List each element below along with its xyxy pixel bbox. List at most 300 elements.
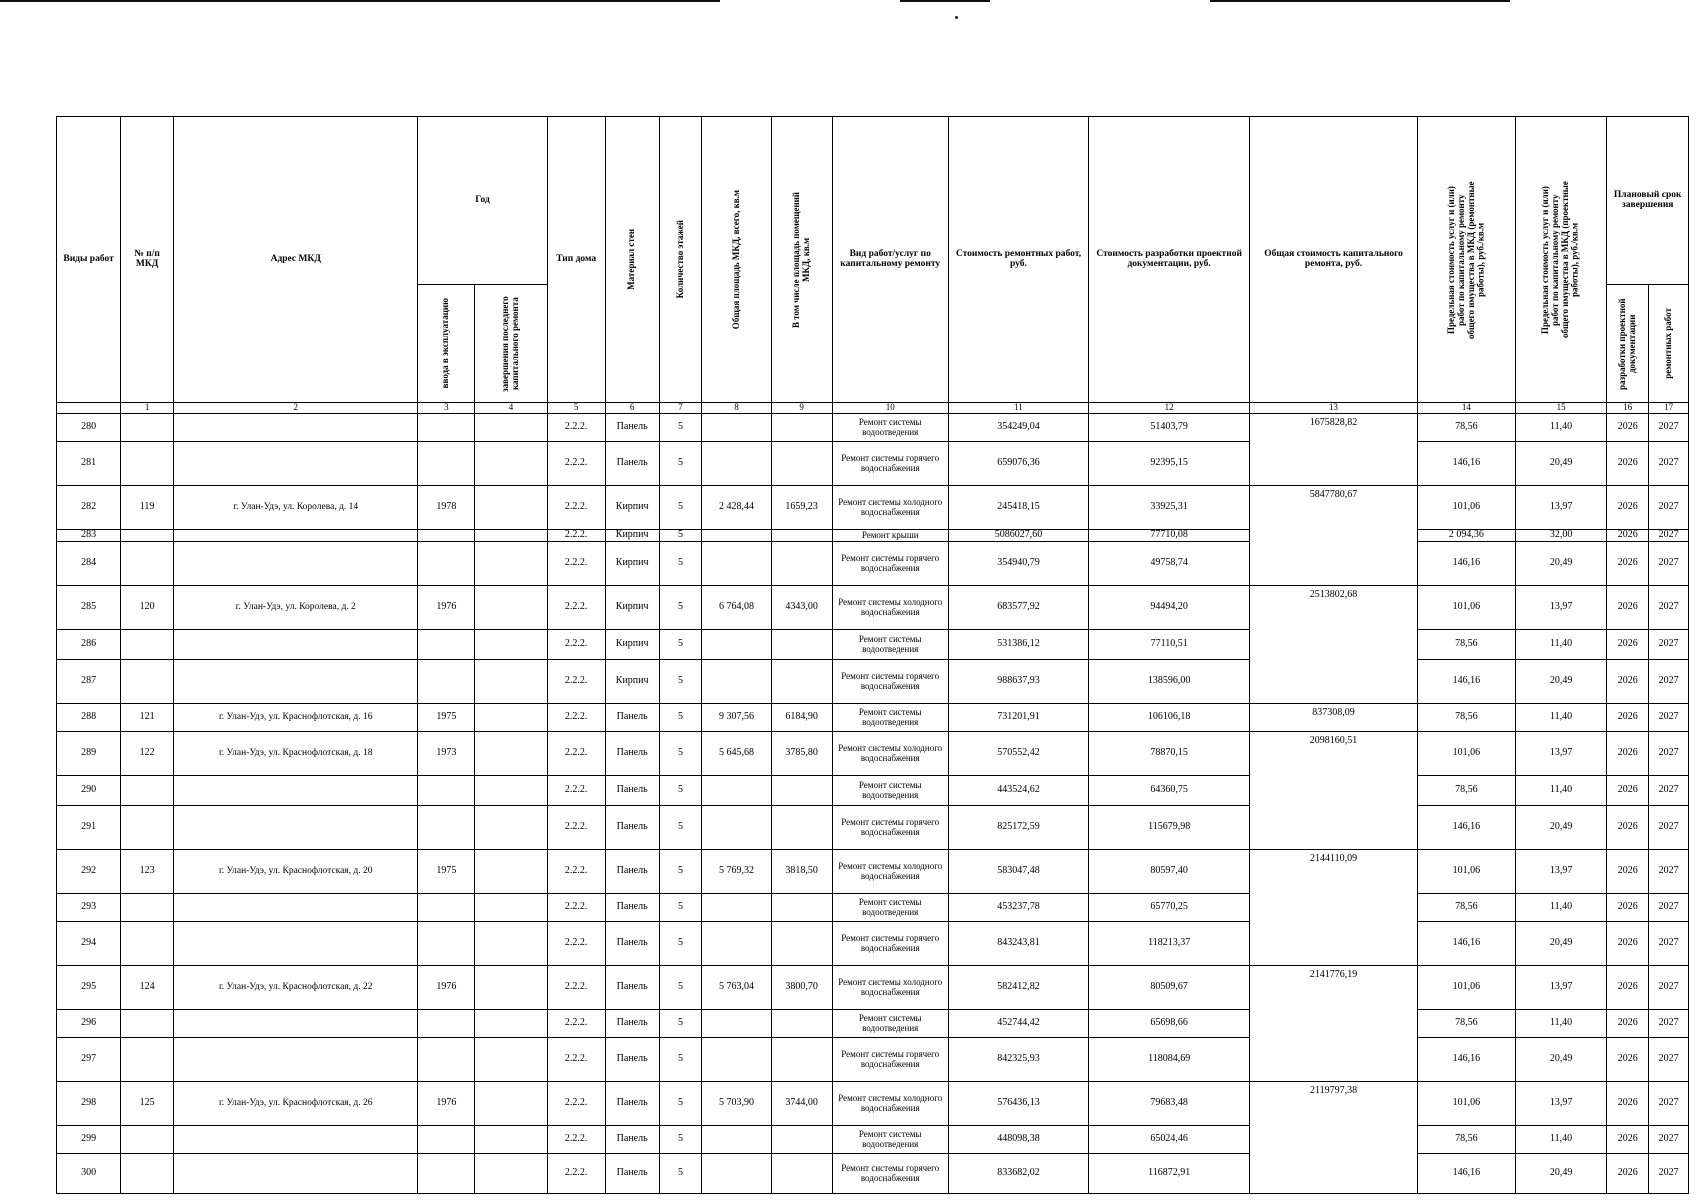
header-year-commission-text: ввода в эксплуатацию: [440, 298, 451, 389]
deadline-repair: 2027: [1649, 966, 1689, 1010]
house-type: 2.2.2.: [547, 732, 605, 776]
year-last-repair: [475, 776, 547, 806]
deadline-design: 2026: [1607, 1010, 1649, 1038]
total-area: [702, 1154, 771, 1194]
mkd-number: [121, 776, 174, 806]
total-cost: 837308,09: [1250, 704, 1418, 732]
table-row: [57, 1082, 1689, 1126]
floors: 5: [659, 966, 702, 1010]
design-cost: 118084,69: [1089, 1038, 1250, 1082]
house-type: 2.2.2.: [547, 1126, 605, 1154]
row-id: 285: [57, 586, 121, 630]
house-type: 2.2.2.: [547, 542, 605, 586]
premises-area: [771, 776, 832, 806]
floors: 5: [659, 894, 702, 922]
limit-design: 11,40: [1515, 630, 1607, 660]
year-commission: [418, 1126, 475, 1154]
header-mkd-number: № п/п МКД: [121, 117, 174, 403]
total-cost: 5847780,67: [1250, 486, 1418, 586]
limit-repair: 78,56: [1418, 414, 1516, 442]
premises-area: [771, 1010, 832, 1038]
year-last-repair: [475, 1126, 547, 1154]
address: [174, 530, 418, 542]
table-row: [57, 586, 1689, 630]
limit-repair: 146,16: [1418, 442, 1516, 486]
total-area: 5 645,68: [702, 732, 771, 776]
deadline-design: 2026: [1607, 586, 1649, 630]
column-number: 11: [948, 403, 1088, 414]
total-area: 2 428,44: [702, 486, 771, 530]
header-limit-design: [1515, 117, 1607, 403]
year-last-repair: [475, 922, 547, 966]
address: [174, 776, 418, 806]
limit-design: 11,40: [1515, 414, 1607, 442]
total-area: [702, 806, 771, 850]
work-kind: Ремонт системы холодного водоснабжения: [832, 850, 948, 894]
total-cost: 2098160,51: [1250, 732, 1418, 850]
house-type: 2.2.2.: [547, 704, 605, 732]
limit-design: 20,49: [1515, 442, 1607, 486]
deadline-repair: 2027: [1649, 630, 1689, 660]
deadline-repair: 2027: [1649, 442, 1689, 486]
repair-cost: 683577,92: [948, 586, 1088, 630]
limit-repair: 101,06: [1418, 586, 1516, 630]
total-area: [702, 414, 771, 442]
floors: 5: [659, 660, 702, 704]
mkd-number: [121, 530, 174, 542]
header-total-cost: Общая стоимость капитального ремонта, руб.: [1250, 117, 1418, 403]
work-kind: Ремонт системы холодного водоснабжения: [832, 732, 948, 776]
year-last-repair: [475, 1154, 547, 1194]
column-number: 12: [1089, 403, 1250, 414]
year-last-repair: [475, 486, 547, 530]
deadline-repair: 2027: [1649, 704, 1689, 732]
year-last-repair: [475, 542, 547, 586]
row-id: 290: [57, 776, 121, 806]
column-number: 1: [121, 403, 174, 414]
table-row: [57, 1126, 1689, 1154]
year-commission: [418, 442, 475, 486]
address: г. Улан-Удэ, ул. Краснофлотская, д. 16: [174, 704, 418, 732]
repair-cost: 583047,48: [948, 850, 1088, 894]
year-commission: [418, 542, 475, 586]
year-commission: 1976: [418, 966, 475, 1010]
deadline-design: 2026: [1607, 1126, 1649, 1154]
year-last-repair: [475, 1082, 547, 1126]
deadline-design: 2026: [1607, 966, 1649, 1010]
premises-area: [771, 894, 832, 922]
wall-material: Кирпич: [605, 542, 659, 586]
mkd-number: 120: [121, 586, 174, 630]
address: г. Улан-Удэ, ул. Королева, д. 2: [174, 586, 418, 630]
row-id: 295: [57, 966, 121, 1010]
premises-area: [771, 530, 832, 542]
limit-design: 13,97: [1515, 850, 1607, 894]
header-limit-repair-text: Предельная стоимость услуг и (или) работ по капитальному ремонту общего имущества в МКД (ремонтные работы), руб./кв.м: [1445, 180, 1486, 339]
header-limit-design-text: Предельная стоимость услуг и (или) работ по капитальному ремонту общего имущества в МКД (проектные работы), руб./кв.м: [1540, 181, 1580, 338]
premises-area: 4343,00: [771, 586, 832, 630]
wall-material: Панель: [605, 732, 659, 776]
limit-design: 11,40: [1515, 1126, 1607, 1154]
deadline-repair: 2027: [1649, 530, 1689, 542]
floors: 5: [659, 806, 702, 850]
limit-design: 20,49: [1515, 542, 1607, 586]
total-area: [702, 776, 771, 806]
deadline-repair: 2027: [1649, 732, 1689, 776]
wall-material: Панель: [605, 894, 659, 922]
limit-design: 20,49: [1515, 1154, 1607, 1194]
year-commission: [418, 1010, 475, 1038]
limit-design: 13,97: [1515, 966, 1607, 1010]
column-number: 15: [1515, 403, 1607, 414]
premises-area: [771, 806, 832, 850]
limit-repair: 78,56: [1418, 776, 1516, 806]
address: [174, 1154, 418, 1194]
repair-cost: 531386,12: [948, 630, 1088, 660]
design-cost: 65698,66: [1089, 1010, 1250, 1038]
deadline-design: 2026: [1607, 530, 1649, 542]
year-commission: 1973: [418, 732, 475, 776]
table-row: [57, 776, 1689, 806]
address: [174, 806, 418, 850]
wall-material: Кирпич: [605, 586, 659, 630]
floors: 5: [659, 1010, 702, 1038]
table-row: [57, 660, 1689, 704]
scan-top-line-left: [0, 0, 720, 2]
column-number: 16: [1607, 403, 1649, 414]
limit-repair: 2 094,36: [1418, 530, 1516, 542]
address: [174, 414, 418, 442]
header-work-types: Виды работ: [57, 117, 121, 403]
house-type: 2.2.2.: [547, 414, 605, 442]
deadline-design: 2026: [1607, 894, 1649, 922]
house-type: 2.2.2.: [547, 922, 605, 966]
column-number: 13: [1250, 403, 1418, 414]
mkd-number: [121, 922, 174, 966]
repair-cost: 659076,36: [948, 442, 1088, 486]
table-row: [57, 414, 1689, 442]
year-commission: 1975: [418, 850, 475, 894]
limit-design: 20,49: [1515, 922, 1607, 966]
column-number: 2: [174, 403, 418, 414]
design-cost: 115679,98: [1089, 806, 1250, 850]
mkd-number: 121: [121, 704, 174, 732]
design-cost: 51403,79: [1089, 414, 1250, 442]
design-cost: 80509,67: [1089, 966, 1250, 1010]
total-cost: 2513802,68: [1250, 586, 1418, 704]
mkd-number: 123: [121, 850, 174, 894]
floors: 5: [659, 776, 702, 806]
limit-repair: 101,06: [1418, 850, 1516, 894]
design-cost: 79683,48: [1089, 1082, 1250, 1126]
mkd-number: 122: [121, 732, 174, 776]
table-row: [57, 732, 1689, 776]
address: [174, 442, 418, 486]
column-number: 10: [832, 403, 948, 414]
row-id: 294: [57, 922, 121, 966]
header-total-area: [702, 117, 771, 403]
header-floors: [659, 117, 702, 403]
year-commission: 1976: [418, 1082, 475, 1126]
limit-repair: 146,16: [1418, 806, 1516, 850]
year-last-repair: [475, 704, 547, 732]
premises-area: 3800,70: [771, 966, 832, 1010]
house-type: 2.2.2.: [547, 630, 605, 660]
row-id: 292: [57, 850, 121, 894]
column-number: 6: [605, 403, 659, 414]
limit-repair: 146,16: [1418, 1154, 1516, 1194]
address: [174, 1038, 418, 1082]
wall-material: Панель: [605, 1082, 659, 1126]
wall-material: Панель: [605, 1038, 659, 1082]
header-deadline-design: [1607, 285, 1649, 403]
house-type: 2.2.2.: [547, 806, 605, 850]
year-commission: [418, 922, 475, 966]
repair-cost: 833682,02: [948, 1154, 1088, 1194]
year-commission: [418, 630, 475, 660]
year-commission: 1978: [418, 486, 475, 530]
year-commission: [418, 1154, 475, 1194]
premises-area: [771, 630, 832, 660]
premises-area: [771, 660, 832, 704]
table-row: [57, 894, 1689, 922]
deadline-repair: 2027: [1649, 776, 1689, 806]
header-work-kind: Вид работ/услуг по капитальному ремонту: [832, 117, 948, 403]
work-kind: Ремонт системы водоотведения: [832, 894, 948, 922]
deadline-repair: 2027: [1649, 1010, 1689, 1038]
house-type: 2.2.2.: [547, 1154, 605, 1194]
column-number: 14: [1418, 403, 1516, 414]
column-number: 7: [659, 403, 702, 414]
floors: 5: [659, 1154, 702, 1194]
total-cost: 2144110,09: [1250, 850, 1418, 966]
limit-repair: 101,06: [1418, 1082, 1516, 1126]
deadline-repair: 2027: [1649, 922, 1689, 966]
total-area: 5 763,04: [702, 966, 771, 1010]
table-row: [57, 486, 1689, 530]
floors: 5: [659, 486, 702, 530]
row-id: 283: [57, 530, 121, 542]
mkd-number: 119: [121, 486, 174, 530]
total-area: 6 764,08: [702, 586, 771, 630]
header-year-commission: [418, 285, 475, 403]
deadline-design: 2026: [1607, 630, 1649, 660]
work-kind: Ремонт системы холодного водоснабжения: [832, 1082, 948, 1126]
design-cost: 78870,15: [1089, 732, 1250, 776]
house-type: 2.2.2.: [547, 530, 605, 542]
wall-material: Панель: [605, 922, 659, 966]
limit-repair: 78,56: [1418, 1010, 1516, 1038]
deadline-design: 2026: [1607, 1082, 1649, 1126]
mkd-number: [121, 1038, 174, 1082]
mkd-number: [121, 414, 174, 442]
row-id: 286: [57, 630, 121, 660]
deadline-repair: 2027: [1649, 660, 1689, 704]
table-row: [57, 704, 1689, 732]
house-type: 2.2.2.: [547, 850, 605, 894]
deadline-repair: 2027: [1649, 850, 1689, 894]
limit-design: 13,97: [1515, 586, 1607, 630]
year-last-repair: [475, 1038, 547, 1082]
floors: 5: [659, 1038, 702, 1082]
row-id: 297: [57, 1038, 121, 1082]
header-house-type: Тип дома: [547, 117, 605, 403]
repair-cost: 988637,93: [948, 660, 1088, 704]
year-commission: [418, 660, 475, 704]
limit-repair: 146,16: [1418, 660, 1516, 704]
house-type: 2.2.2.: [547, 966, 605, 1010]
design-cost: 64360,75: [1089, 776, 1250, 806]
mkd-number: [121, 630, 174, 660]
header-year-last-repair: [475, 285, 547, 403]
table-row: [57, 806, 1689, 850]
header-limit-repair: [1418, 117, 1516, 403]
repair-cost: 842325,93: [948, 1038, 1088, 1082]
deadline-design: 2026: [1607, 776, 1649, 806]
row-id: 298: [57, 1082, 121, 1126]
year-commission: 1975: [418, 704, 475, 732]
work-kind: Ремонт системы водоотведения: [832, 1126, 948, 1154]
deadline-design: 2026: [1607, 732, 1649, 776]
limit-design: 13,97: [1515, 486, 1607, 530]
year-last-repair: [475, 414, 547, 442]
total-area: 9 307,56: [702, 704, 771, 732]
header-premises-area: [771, 117, 832, 403]
floors: 5: [659, 704, 702, 732]
header-total-area-text: Общая площадь МКД, всего, кв.м: [730, 189, 741, 330]
work-kind: Ремонт системы горячего водоснабжения: [832, 442, 948, 486]
limit-design: 32,00: [1515, 530, 1607, 542]
address: г. Улан-Удэ, ул. Краснофлотская, д. 18: [174, 732, 418, 776]
design-cost: 77110,51: [1089, 630, 1250, 660]
scan-top-line-mid: [900, 0, 990, 2]
work-kind: Ремонт системы водоотведения: [832, 414, 948, 442]
deadline-repair: 2027: [1649, 586, 1689, 630]
row-id: 280: [57, 414, 121, 442]
total-area: [702, 922, 771, 966]
limit-repair: 146,16: [1418, 922, 1516, 966]
mkd-number: [121, 1154, 174, 1194]
repair-cost: 448098,38: [948, 1126, 1088, 1154]
house-type: 2.2.2.: [547, 486, 605, 530]
floors: 5: [659, 530, 702, 542]
repair-cost: 354249,04: [948, 414, 1088, 442]
house-type: 2.2.2.: [547, 776, 605, 806]
deadline-design: 2026: [1607, 806, 1649, 850]
work-kind: Ремонт системы горячего водоснабжения: [832, 1154, 948, 1194]
premises-area: [771, 922, 832, 966]
floors: 5: [659, 442, 702, 486]
column-number: 8: [702, 403, 771, 414]
repair-cost: 5086027,60: [948, 530, 1088, 542]
row-id: 284: [57, 542, 121, 586]
floors: 5: [659, 850, 702, 894]
header-deadline-repair: [1649, 285, 1689, 403]
design-cost: 116872,91: [1089, 1154, 1250, 1194]
repair-cost: 825172,59: [948, 806, 1088, 850]
design-cost: 77710,08: [1089, 530, 1250, 542]
limit-design: 20,49: [1515, 660, 1607, 704]
deadline-design: 2026: [1607, 1154, 1649, 1194]
limit-repair: 78,56: [1418, 704, 1516, 732]
wall-material: Панель: [605, 704, 659, 732]
limit-repair: 146,16: [1418, 542, 1516, 586]
deadline-design: 2026: [1607, 704, 1649, 732]
repair-cost: 245418,15: [948, 486, 1088, 530]
header-repair-cost: Стоимость ремонтных работ, руб.: [948, 117, 1088, 403]
deadline-design: 2026: [1607, 850, 1649, 894]
year-last-repair: [475, 530, 547, 542]
repair-cost: 843243,81: [948, 922, 1088, 966]
deadline-repair: 2027: [1649, 1154, 1689, 1194]
header-floors-text: Количество этажей: [674, 220, 685, 299]
total-area: [702, 1038, 771, 1082]
wall-material: Панель: [605, 850, 659, 894]
house-type: 2.2.2.: [547, 586, 605, 630]
year-commission: [418, 1038, 475, 1082]
wall-material: Панель: [605, 806, 659, 850]
address: [174, 542, 418, 586]
premises-area: [771, 1154, 832, 1194]
deadline-design: 2026: [1607, 922, 1649, 966]
header-deadline-design-text: разработки проектной документации: [1616, 297, 1637, 390]
column-number: 3: [418, 403, 475, 414]
wall-material: Панель: [605, 966, 659, 1010]
work-kind: Ремонт системы горячего водоснабжения: [832, 542, 948, 586]
year-commission: [418, 806, 475, 850]
design-cost: 80597,40: [1089, 850, 1250, 894]
table-row: [57, 1010, 1689, 1038]
year-last-repair: [475, 630, 547, 660]
total-area: [702, 1126, 771, 1154]
design-cost: 65770,25: [1089, 894, 1250, 922]
wall-material: Панель: [605, 442, 659, 486]
house-type: 2.2.2.: [547, 1082, 605, 1126]
deadline-repair: 2027: [1649, 1038, 1689, 1082]
design-cost: 49758,74: [1089, 542, 1250, 586]
deadline-repair: 2027: [1649, 894, 1689, 922]
column-number: 4: [475, 403, 547, 414]
mkd-number: [121, 1126, 174, 1154]
wall-material: Кирпич: [605, 660, 659, 704]
row-id: 299: [57, 1126, 121, 1154]
address: [174, 1010, 418, 1038]
address: г. Улан-Удэ, ул. Краснофлотская, д. 26: [174, 1082, 418, 1126]
table-row: [57, 850, 1689, 894]
repair-cost: 453237,78: [948, 894, 1088, 922]
design-cost: 94494,20: [1089, 586, 1250, 630]
work-kind: Ремонт системы горячего водоснабжения: [832, 922, 948, 966]
floors: 5: [659, 1082, 702, 1126]
limit-design: 11,40: [1515, 1010, 1607, 1038]
premises-area: [771, 442, 832, 486]
mkd-number: [121, 1010, 174, 1038]
limit-design: 20,49: [1515, 1038, 1607, 1082]
work-kind: Ремонт системы холодного водоснабжения: [832, 486, 948, 530]
total-area: [702, 894, 771, 922]
address: [174, 1126, 418, 1154]
year-commission: [418, 894, 475, 922]
design-cost: 33925,31: [1089, 486, 1250, 530]
header-deadline-repair-text: ремонтных работ: [1662, 308, 1673, 379]
row-id: 289: [57, 732, 121, 776]
total-cost: 1675828,82: [1250, 414, 1418, 486]
header-design-cost: Стоимость разработки проектной документации, руб.: [1089, 117, 1250, 403]
table-row: [57, 530, 1689, 542]
limit-design: 11,40: [1515, 776, 1607, 806]
total-area: [702, 660, 771, 704]
header-address: Адрес МКД: [174, 117, 418, 403]
